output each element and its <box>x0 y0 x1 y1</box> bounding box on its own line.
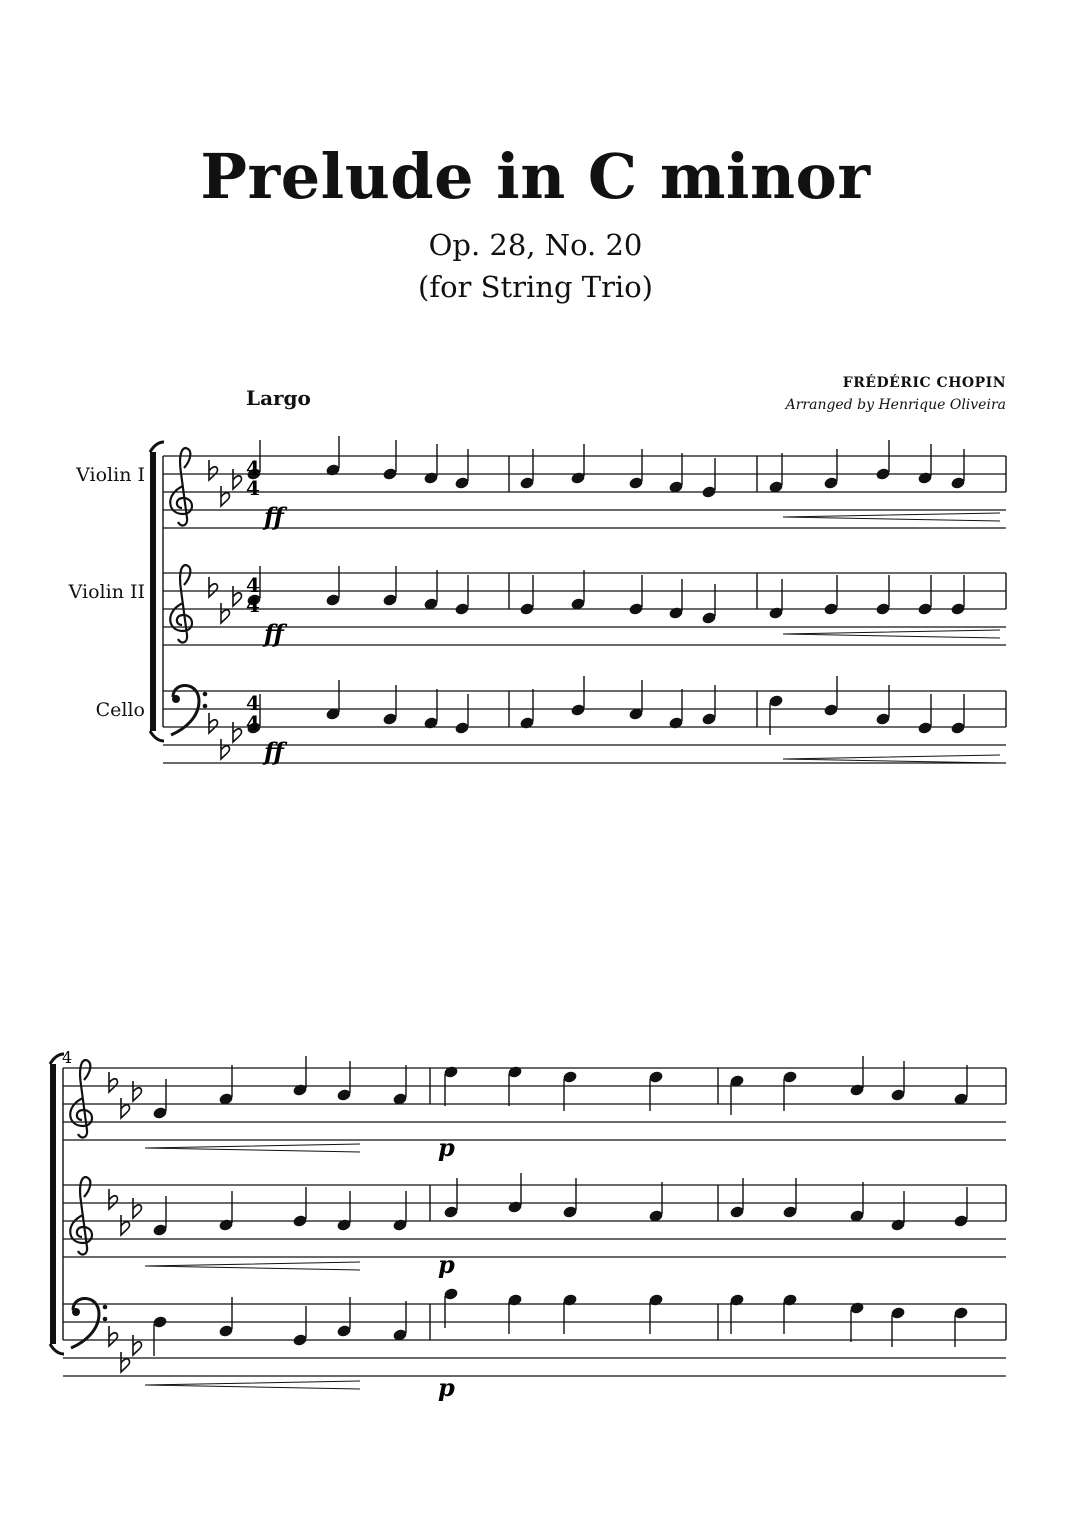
svg-text:p: p <box>438 1133 455 1162</box>
flat-icon <box>121 1215 130 1235</box>
flat-icon <box>221 603 230 623</box>
composer: FRÉDÉRIC CHOPIN <box>842 375 1006 391</box>
treble-clef-icon <box>70 1060 92 1137</box>
dynamic-ff-cello <box>262 737 288 766</box>
instrumentation: (for String Trio) <box>418 270 653 304</box>
title: Prelude in C minor <box>200 140 871 213</box>
flat-icon <box>133 1198 142 1218</box>
flat-icon <box>233 586 242 606</box>
svg-text:4: 4 <box>246 593 260 617</box>
notes-layer <box>145 436 1000 1389</box>
svg-text:4: 4 <box>246 476 260 500</box>
treble-clef-icon <box>70 1177 92 1254</box>
svg-text:ff: ff <box>264 619 284 648</box>
flat-icon <box>221 739 230 759</box>
flat-icon <box>209 713 218 733</box>
treble-clef-icon <box>170 448 192 525</box>
flat-icon <box>233 469 242 489</box>
flat-icon <box>209 460 218 480</box>
bracket-bottom <box>150 731 164 741</box>
flat-icon <box>121 1098 130 1118</box>
dynamic-p-violin-1 <box>438 1133 455 1162</box>
instrument-name-violin-1: Violin I <box>76 464 145 486</box>
svg-text:p: p <box>438 1250 455 1279</box>
flat-icon <box>221 486 230 506</box>
crescendo-hairpin <box>783 755 1000 763</box>
crescendo-hairpin <box>783 630 1000 638</box>
time-signature-violin-2 <box>246 573 260 617</box>
treble-clef-icon <box>170 565 192 642</box>
flat-icon <box>209 577 218 597</box>
dynamic-ff-violin-1 <box>262 502 288 531</box>
crescendo-hairpin <box>783 513 1000 521</box>
flat-icon <box>109 1326 118 1346</box>
flat-icon <box>133 1081 142 1101</box>
svg-text:4: 4 <box>246 711 260 735</box>
flat-icon <box>109 1189 118 1209</box>
flat-icon <box>233 722 242 742</box>
bracket-bottom <box>50 1344 64 1354</box>
crescendo-hairpin <box>145 1262 360 1270</box>
bracket-top <box>150 442 164 452</box>
flat-icon <box>133 1335 142 1355</box>
subtitle: Op. 28, No. 20 <box>428 228 643 262</box>
dynamic-p-cello <box>438 1373 455 1402</box>
instrument-name-violin-2: Violin II <box>68 581 145 603</box>
measure-number-4: 4 <box>62 1048 73 1067</box>
system-bracket <box>50 1064 56 1344</box>
flat-icon <box>121 1352 130 1372</box>
dynamic-p-violin-2 <box>438 1250 455 1279</box>
dynamic-ff-violin-2 <box>262 619 288 648</box>
staff-system-layer <box>50 442 1006 1376</box>
tempo-marking: Largo <box>246 386 311 410</box>
time-signature-violin-1 <box>246 456 260 500</box>
svg-text:4: 4 <box>246 691 260 715</box>
svg-text:4: 4 <box>246 456 260 480</box>
svg-text:4: 4 <box>246 573 260 597</box>
svg-text:p: p <box>438 1373 455 1402</box>
svg-text:ff: ff <box>264 737 284 766</box>
flat-icon <box>109 1072 118 1092</box>
crescendo-hairpin <box>145 1381 360 1389</box>
arranger: Arranged by Henrique Oliveira <box>785 397 1006 413</box>
svg-text:ff: ff <box>264 502 284 531</box>
crescendo-hairpin <box>145 1144 360 1152</box>
system-bracket <box>150 452 156 731</box>
time-signature-cello <box>246 691 260 735</box>
instrument-name-cello: Cello <box>95 699 145 721</box>
